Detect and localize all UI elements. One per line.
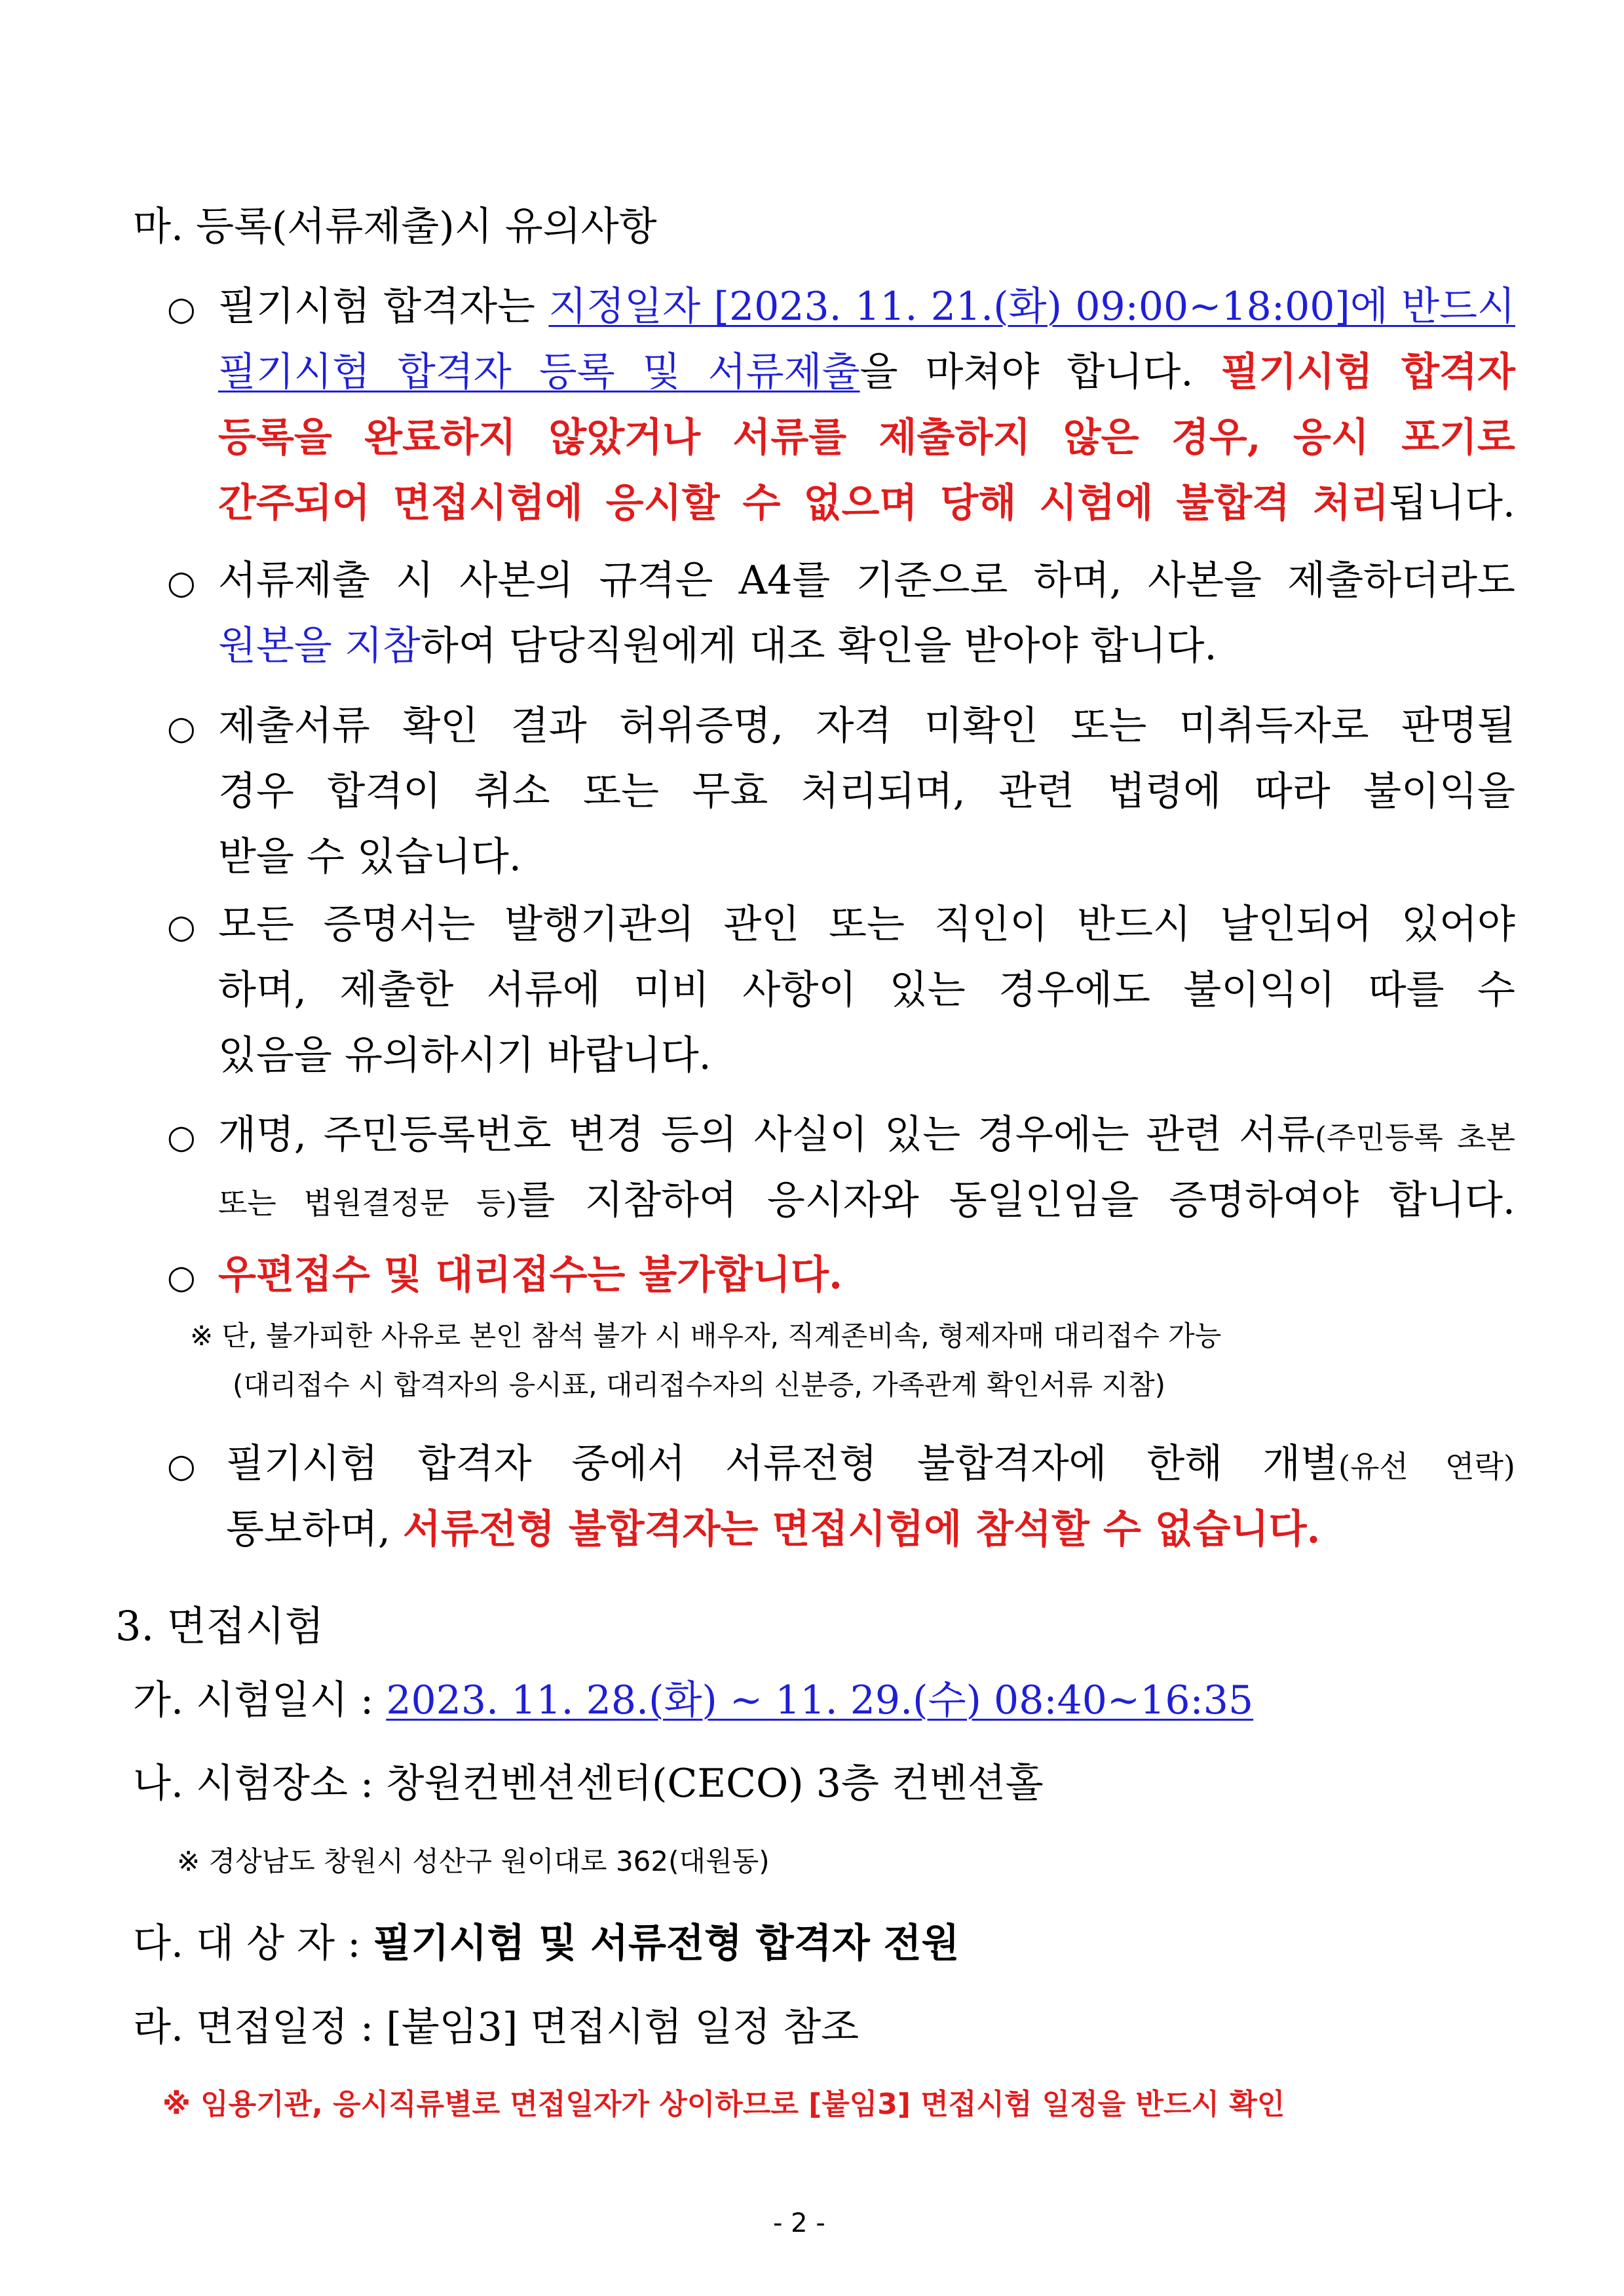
exam-target: 다. 대 상 자 : 필기시험 및 서류전형 합격자 전원	[133, 1921, 960, 1966]
bullet-icon: ○	[167, 564, 196, 602]
item1-line2: 필기시험 합격자 등록 및 서류제출을 마쳐야 합니다. 필기시험 합격자	[218, 349, 1516, 395]
item2-line1: 서류제출 시 사본의 규격은 A4를 기준으로 하며, 사본을 제출하더라도	[218, 558, 1515, 603]
item4-line2: 하며, 제출한 서류에 미비 사항이 있는 경우에도 불이익이 따를 수	[218, 967, 1515, 1013]
item3-line2: 경우 합격이 취소 또는 무효 처리되며, 관련 법령에 따라 불이익을	[218, 769, 1515, 814]
address-note: ※ 경상남도 창원시 성산구 원이대로 362(대원동)	[177, 1845, 770, 1877]
item1-line1: 필기시험 합격자는 지정일자 [2023. 11. 21.(화) 09:00~18:00]에 반드시	[218, 284, 1516, 330]
item7-line2: 통보하며, 서류전형 불합격자는 면접시험에 참석할 수 없습니다.	[226, 1506, 1321, 1552]
section-3-heading: 3. 면접시험	[115, 1602, 324, 1650]
bullet-icon: ○	[167, 1258, 196, 1296]
bullet-icon: ○	[167, 290, 196, 328]
item2-line2: 원본을 지참하여 담당직원에게 대조 확인을 받아야 합니다.	[218, 623, 1217, 669]
section-ma-heading: 마. 등록(서류제출)시 유의사항	[133, 204, 657, 250]
note-line1: ※ 단, 불가피한 사유로 본인 참석 불가 시 배우자, 직계존비속, 형제자매 대리접수 가능	[190, 1320, 1222, 1352]
item3-line3: 받을 수 있습니다.	[218, 834, 521, 880]
item4-line1: 모든 증명서는 발행기관의 관인 또는 직인이 반드시 날인되어 있어야	[218, 902, 1515, 947]
bullet-icon: ○	[167, 1447, 196, 1485]
exam-location: 나. 시험장소 : 창원컨벤션센터(CECO) 3층 컨벤션홀	[133, 1761, 1044, 1807]
item1-line3: 등록을 완료하지 않았거나 서류를 제출하지 않은 경우, 응시 포기로	[218, 415, 1515, 461]
item4-line3: 있음을 유의하시기 바랍니다.	[218, 1033, 711, 1079]
exam-schedule: 라. 면접일정 : [붙임3] 면접시험 일정 참조	[133, 2004, 859, 2050]
item5-line1: 개명, 주민등록번호 변경 등의 사실이 있는 경우에는 관련 서류(주민등록 초본	[218, 1112, 1515, 1158]
item6-line1: 우편접수 및 대리접수는 불가합니다.	[218, 1252, 842, 1298]
page-number: - 2 -	[773, 2208, 825, 2238]
item1-line4: 간주되어 면접시험에 응시할 수 없으며 당해 시험에 불합격 처리됩니다.	[218, 480, 1515, 526]
note-line2: (대리접수 시 합격자의 응시표, 대리접수자의 신분증, 가족관계 확인서류 지참)	[233, 1369, 1166, 1401]
exam-datetime: 가. 시험일시 : 2023. 11. 28.(화) ~ 11. 29.(수) 08:40~16:35	[133, 1677, 1254, 1723]
schedule-warning: ※ 임용기관, 응시직류별로 면접일자가 상이하므로 [붙임3] 면접시험 일정을 반드시 확인	[162, 2088, 1285, 2121]
bullet-icon: ○	[167, 908, 196, 946]
item5-line2: 또는 법원결정문 등)를 지참하여 응시자와 동일인임을 증명하여야 합니다.	[218, 1177, 1515, 1223]
item3-line1: 제출서류 확인 결과 허위증명, 자격 미확인 또는 미취득자로 판명될	[218, 703, 1515, 749]
bullet-icon: ○	[167, 709, 196, 747]
bullet-icon: ○	[167, 1118, 196, 1156]
item7-line1: 필기시험 합격자 중에서 서류전형 불합격자에 한해 개별(유선 연락)	[226, 1441, 1516, 1487]
